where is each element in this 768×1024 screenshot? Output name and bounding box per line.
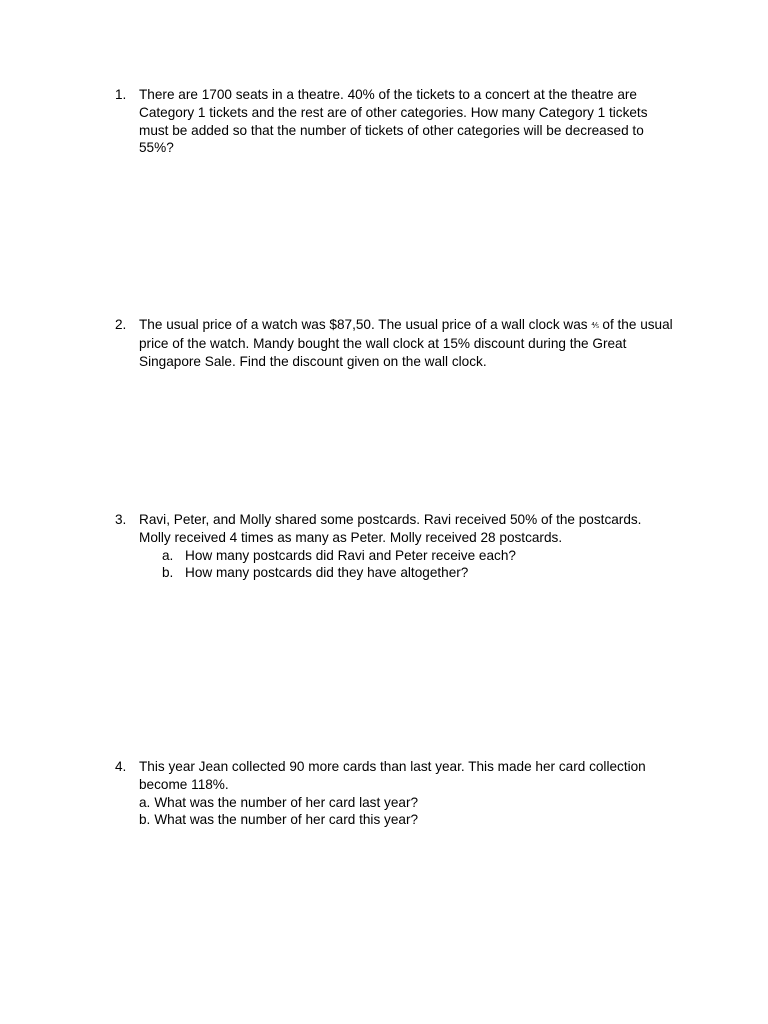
question-4 — [115, 758, 675, 829]
sub-question-text: What was the number of her card this year? — [154, 812, 419, 828]
sub-question-a — [139, 794, 675, 812]
question-body — [139, 86, 675, 157]
sub-question-letter: a. — [162, 547, 174, 563]
question-text: This year Jean collected 90 more cards than last year. This made her card collection become 118%. — [139, 759, 646, 792]
sub-question-text: How many postcards did Ravi and Peter receive each? — [185, 547, 516, 563]
question-text: There are 1700 seats in a theatre. 40% of the tickets to a concert at the theatre are Category 1 tickets and the rest are of other categories. How many Category 1 tickets must be added so that the number of tickets of other categories will be decreased to 55%? — [139, 87, 648, 156]
sub-question-letter: b. — [139, 812, 151, 828]
question-1 — [115, 86, 675, 157]
question-text: Ravi, Peter, and Molly shared some postcards. Ravi received 50% of the postcards. Molly received 4 times as many as Peter. Molly received 28 postcards. — [139, 512, 642, 545]
question-text-part-2: of the usual price of the watch. Mandy bought the wall clock at 15% discount during the Great Singapore Sale. Find the discount given on the wall clock. — [139, 317, 673, 369]
question-text — [139, 316, 675, 370]
question-body — [139, 511, 675, 582]
sub-question-text: How many postcards did they have altogether? — [185, 565, 469, 581]
question-number: 3. — [115, 512, 127, 527]
sub-question-letter: b. — [162, 565, 174, 581]
sub-question-b — [139, 564, 675, 582]
sub-question-list — [139, 547, 675, 583]
question-2 — [115, 316, 675, 370]
sub-question-a — [139, 547, 675, 565]
sub-question-text: What was the number of her card last year? — [154, 794, 419, 810]
question-number: 4. — [115, 759, 127, 774]
question-number: 1. — [115, 87, 127, 102]
question-body — [139, 316, 675, 370]
question-body — [139, 758, 675, 829]
sub-question-b — [139, 811, 675, 829]
question-3 — [115, 511, 675, 582]
question-text-part-1: The usual price of a watch was $87,50. The usual price of a wall clock was — [139, 317, 592, 332]
fraction: ⅘ — [591, 321, 599, 330]
sub-question-list — [139, 794, 675, 830]
question-number: 2. — [115, 317, 127, 332]
sub-question-letter: a. — [139, 794, 151, 810]
